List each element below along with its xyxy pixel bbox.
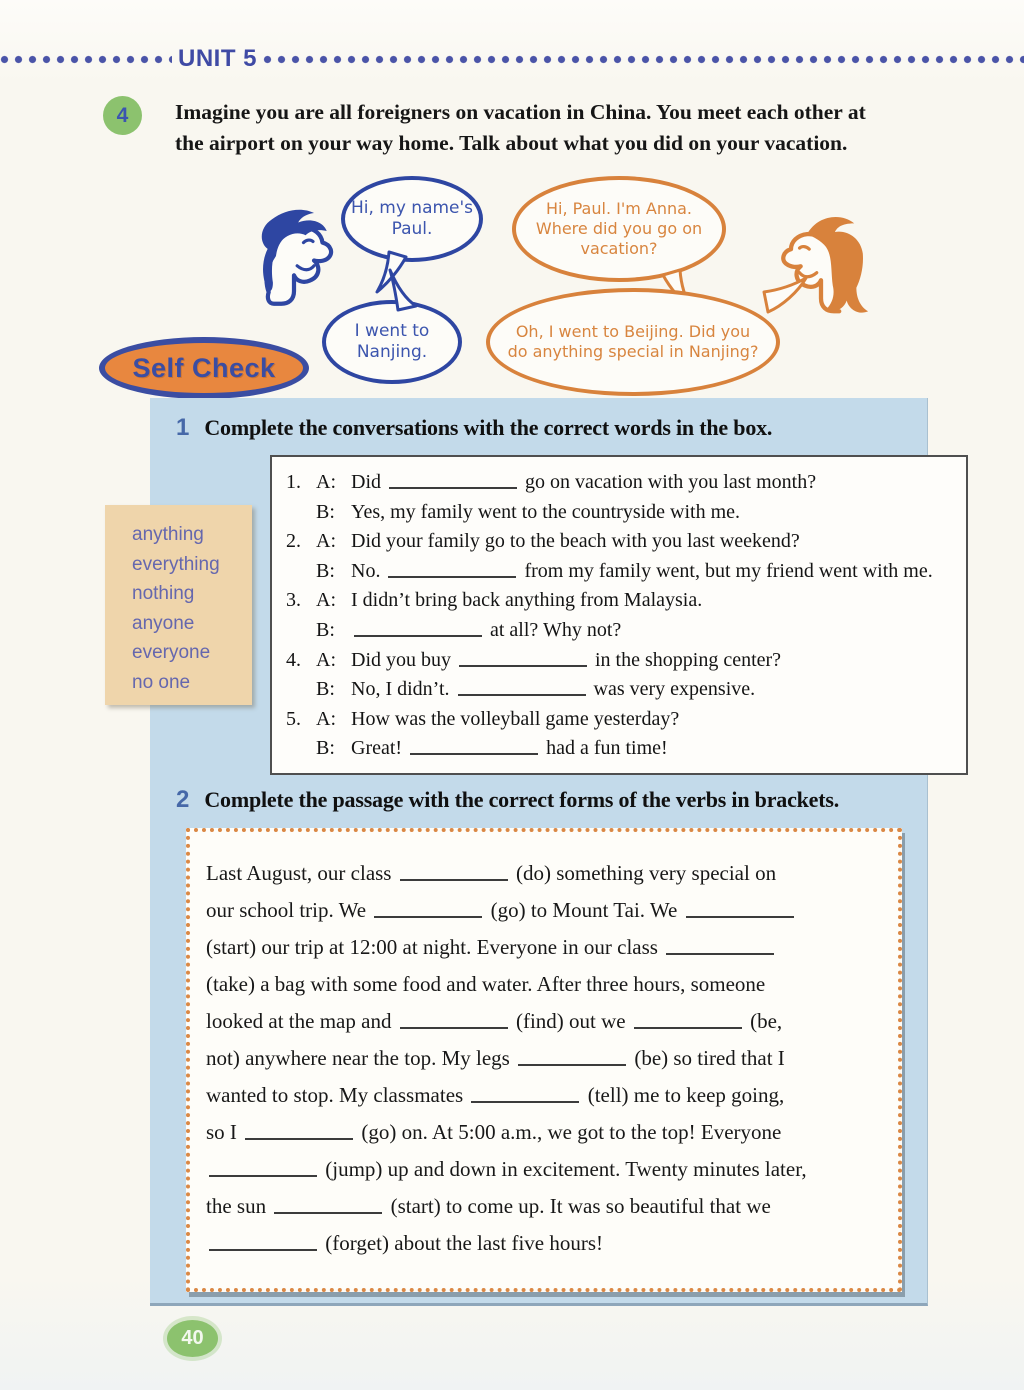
section1-number: 1 xyxy=(176,414,190,441)
speech-bubble-anna-1 xyxy=(512,176,726,282)
word-box-item: no one xyxy=(132,671,191,693)
fill-in-blank xyxy=(686,902,794,918)
conversation-text: Did you buy in the shopping center? xyxy=(351,648,782,671)
conversation-text: No, I didn’t. was very expensive. xyxy=(351,678,756,701)
speaker-label: A: xyxy=(316,530,336,553)
conversation-line xyxy=(286,616,958,646)
fill-in-blank xyxy=(400,865,508,881)
passage-box xyxy=(186,828,902,1292)
passage-line: (start) our trip at 12:00 at night. Everyone in our class xyxy=(206,929,884,966)
speech-bubble-anna-2 xyxy=(486,288,780,396)
fill-in-blank xyxy=(400,1013,508,1029)
conversation-text: How was the volleyball game yesterday? xyxy=(351,707,680,730)
speaker-label: B: xyxy=(316,618,335,641)
unit-label: UNIT 5 xyxy=(178,45,258,72)
section2-heading xyxy=(176,786,839,814)
fill-in-blank xyxy=(354,622,482,637)
dotted-line-right xyxy=(263,55,1024,64)
word-box-item: nothing xyxy=(132,583,195,604)
fill-in-blank xyxy=(471,1087,579,1103)
section1-title: Complete the conversations with the correct words in the box. xyxy=(204,415,773,440)
conversation-text: Great! had a fun time! xyxy=(351,737,668,760)
speech-text: Hi, Paul. I'm Anna. Where did you go on vacation? xyxy=(535,199,703,258)
speaker-label: A: xyxy=(316,648,336,671)
word-box-item: everyone xyxy=(132,642,211,663)
unit-banner xyxy=(0,46,1024,72)
passage-line: (take) a bag with some food and water. After three hours, someone xyxy=(206,972,766,996)
self-check-badge: Self Check xyxy=(99,337,309,399)
speech-bubble-paul-2 xyxy=(322,300,462,384)
speaker-label: A: xyxy=(316,707,336,730)
speech-bubble-paul-1 xyxy=(341,176,483,262)
section2-title: Complete the passage with the correct forms of the verbs in brackets. xyxy=(204,787,840,812)
passage-line: Last August, our class (do) something very special on xyxy=(206,861,777,885)
speaker-label: B: xyxy=(316,500,335,523)
conversation-line xyxy=(286,527,958,557)
conversation-line xyxy=(286,705,958,735)
conversation-box xyxy=(270,455,968,775)
conversation-text: No. from my family went, but my friend went with me. xyxy=(351,559,933,582)
conversation-line xyxy=(286,646,958,676)
fill-in-blank xyxy=(245,1124,353,1140)
conversation-number: 2. xyxy=(286,530,301,553)
speech-text: I went to Nanjing. xyxy=(354,321,430,362)
conversation-text: at all? Why not? xyxy=(351,616,958,646)
conversation-line xyxy=(286,586,958,616)
fill-in-blank xyxy=(274,1198,382,1214)
passage-line: not) anywhere near the top. My legs (be) so tired that I xyxy=(206,1046,785,1070)
conversation-line xyxy=(286,675,958,705)
conversation-number xyxy=(286,557,316,587)
conversation-line xyxy=(286,557,958,587)
speaker-label: B: xyxy=(316,678,335,701)
passage-line: so I (go) on. At 5:00 a.m., we got to the top! Everyone xyxy=(206,1120,782,1144)
fill-in-blank xyxy=(458,681,586,696)
speaker-label: A: xyxy=(316,471,336,493)
page-number-badge: 40 xyxy=(167,1320,218,1357)
fill-in-blank xyxy=(209,1161,317,1177)
bubble-tail-icon xyxy=(382,268,422,312)
word-box xyxy=(105,505,252,705)
conversation-number xyxy=(286,734,316,764)
fill-in-blank xyxy=(388,563,516,578)
passage-line: wanted to stop. My classmates (tell) me to keep going, xyxy=(206,1083,785,1107)
conversation-line xyxy=(286,468,958,498)
fill-in-blank xyxy=(374,902,482,918)
conversation-number xyxy=(286,616,316,646)
passage-line: (jump) up and down in excitement. Twenty minutes later, xyxy=(206,1151,884,1188)
section1-heading xyxy=(176,414,772,442)
bubble-tail-icon xyxy=(762,276,808,316)
fill-in-blank xyxy=(389,474,517,489)
conversation-number: 1. xyxy=(286,471,301,493)
passage-line: (forget) about the last five hours! xyxy=(206,1225,884,1262)
self-check-panel xyxy=(132,398,933,1306)
conversation-number xyxy=(286,498,316,528)
section2-number: 2 xyxy=(176,786,190,813)
speaker-label: B: xyxy=(316,737,335,760)
dotted-line-left xyxy=(0,55,172,64)
passage-line: the sun (start) to come up. It was so beautiful that we xyxy=(206,1194,771,1218)
word-box-item: anyone xyxy=(132,612,195,634)
conversation-line xyxy=(286,498,958,528)
conversation-text: I didn’t bring back anything from Malaysia. xyxy=(351,589,703,612)
word-box-item: anything xyxy=(132,524,204,545)
conversation-number: 4. xyxy=(286,648,301,671)
conversation-line xyxy=(286,734,958,764)
fill-in-blank xyxy=(459,652,587,667)
conversation-text: Did your family go to the beach with you last weekend? xyxy=(351,530,800,553)
fill-in-blank xyxy=(518,1050,626,1066)
conversation-number: 3. xyxy=(286,589,301,612)
fill-in-blank xyxy=(634,1013,742,1029)
fill-in-blank xyxy=(209,1235,317,1251)
speaker-label: B: xyxy=(316,559,335,582)
word-box-item: everything xyxy=(132,553,220,575)
conversation-text: Yes, my family went to the countryside with me. xyxy=(351,500,741,523)
speech-text: Hi, my name's Paul. xyxy=(350,198,474,239)
speaker-label: A: xyxy=(316,589,336,612)
fill-in-blank xyxy=(410,740,538,755)
conversation-number: 5. xyxy=(286,707,301,730)
task-instruction: Imagine you are all foreigners on vacation in China. You meet each other at the airport on your way home. Talk about what you did on your vacation. xyxy=(175,100,866,155)
passage-line: our school trip. We (go) to Mount Tai. We xyxy=(206,892,884,929)
conversation-number xyxy=(286,675,316,705)
task-number-badge: 4 xyxy=(103,96,142,135)
fill-in-blank xyxy=(666,939,774,955)
speech-text: Oh, I went to Beijing. Did you do anything special in Nanjing? xyxy=(507,322,759,361)
conversation-text: Did go on vacation with you last month? xyxy=(351,471,817,493)
passage-line: looked at the map and (find) out we (be, xyxy=(206,1009,783,1033)
